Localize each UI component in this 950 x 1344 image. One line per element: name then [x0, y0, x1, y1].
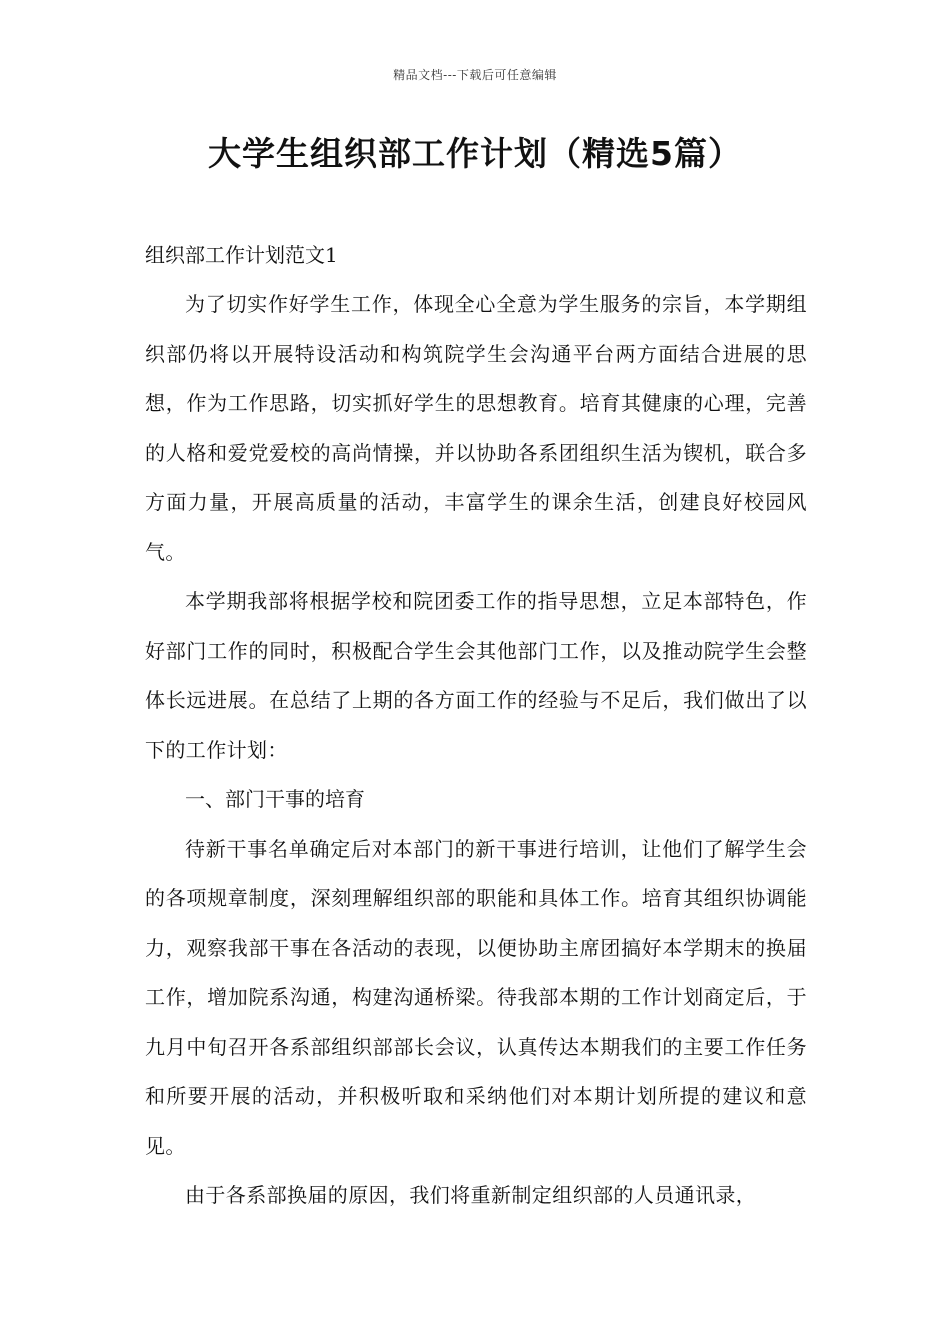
- section-heading: 组织部工作计划范文1: [145, 243, 338, 267]
- paragraph-1: 为了切实作好学生工作，体现全心全意为学生服务的宗旨，本学期组织部仍将以开展特设活动和构筑院学生会沟通平台两方面结合进展的思想，作为工作思路，切实抓好学生的思想教育。培育其健康的心理，完善的人格和爱党爱校的高尚情操，并以协助各系团组织生活为锲机，联合多方面力量，开展高质量的活动，丰富学生的课余生活，创建良好校园风气。: [145, 292, 807, 564]
- header-note: 精品文档---下载后可任意编辑: [393, 68, 557, 82]
- paragraph-4: 由于各系部换届的原因，我们将重新制定组织部的人员通讯录，: [185, 1183, 757, 1207]
- paragraph-3: 待新干事名单确定后对本部门的新干事进行培训，让他们了解学生会的各项规章制度，深刻理解组织部的职能和具体工作。培育其组织协调能力，观察我部干事在各活动的表现，以便协助主席团搞好本学期末的换届工作，增加院系沟通，构建沟通桥梁。待我部本期的工作计划商定后，于九月中旬召开各系部组织部部长会议，认真传达本期我们的主要工作任务和所要开展的活动，并积极听取和采纳他们对本期计划所提的建议和意见。: [145, 836, 807, 1158]
- document-title: 大学生组织部工作计划（精选5篇）: [208, 134, 742, 173]
- subsection-heading-1: 一、部门干事的培育: [185, 787, 365, 811]
- document-body: [145, 230, 807, 1221]
- paragraph-2: 本学期我部将根据学校和院团委工作的指导思想，立足本部特色，作好部门工作的同时，积极配合学生会其他部门工作，以及推动院学生会整体长远进展。在总结了上期的各方面工作的经验与不足后，我们做出了以下的工作计划：: [145, 589, 807, 762]
